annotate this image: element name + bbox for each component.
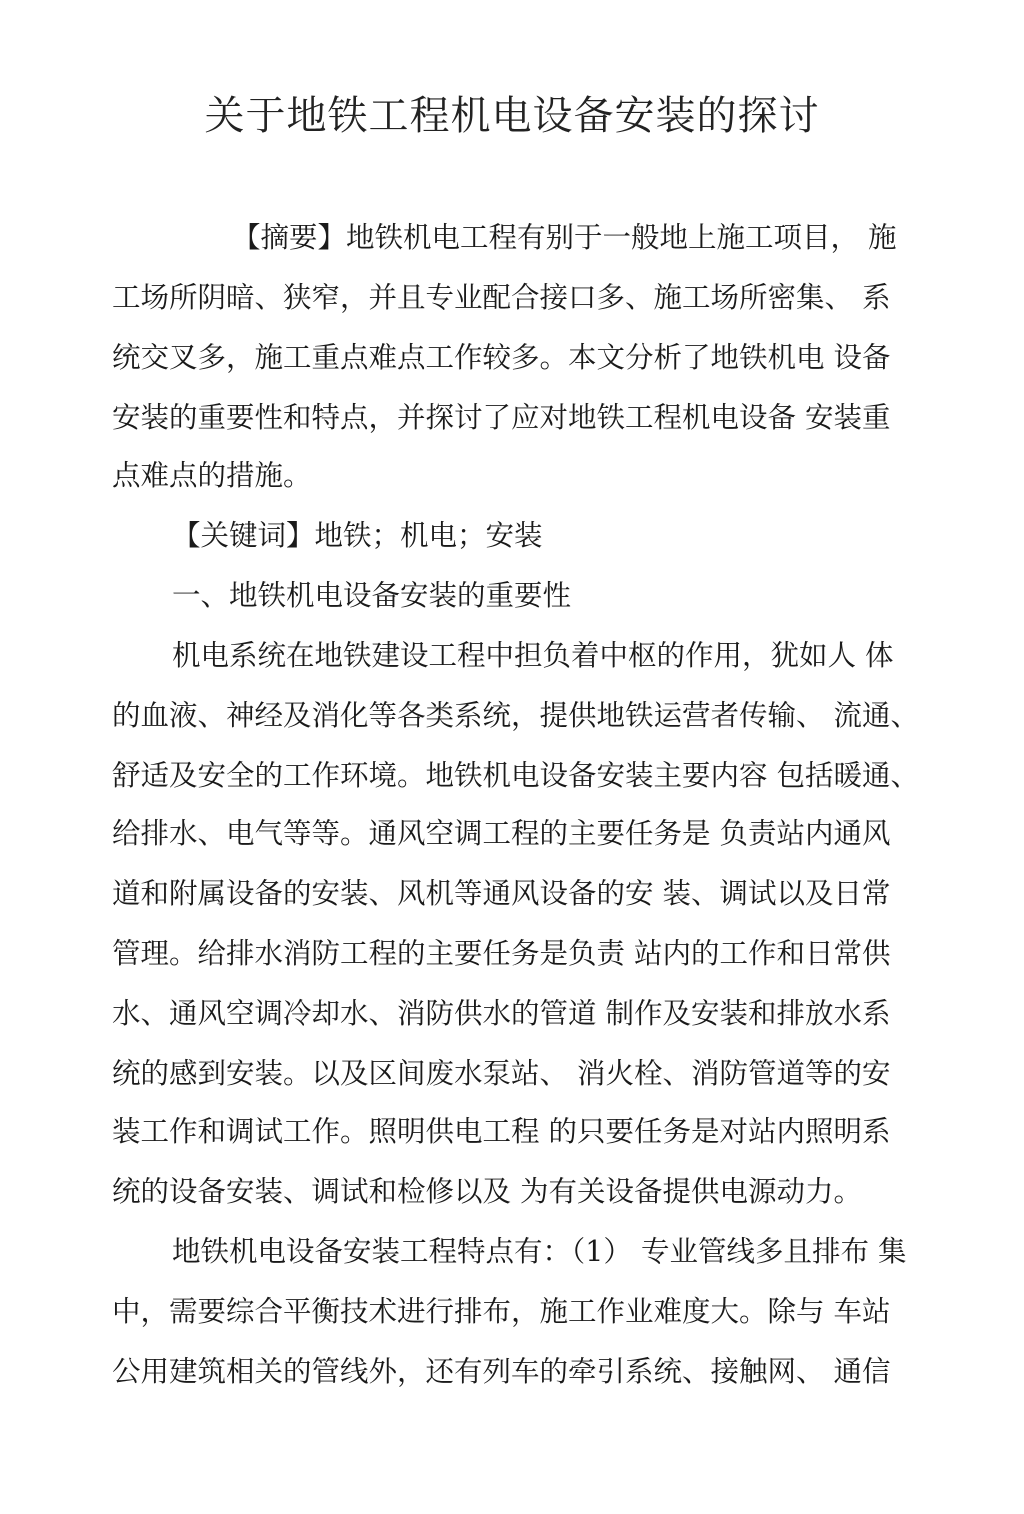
- body-line-6: 管理。给排水消防工程的主要任务是负责 站内的工作和日常供: [112, 937, 891, 970]
- body-line-9: 装工作和调试工作。照明供电工程 的只要任务是对站内照明系: [112, 1115, 891, 1148]
- section-heading-1: 一、地铁机电设备安装的重要性: [172, 579, 572, 612]
- abstract-line-2: 工场所阴暗、狭窄，并且专业配合接口多、施工场所密集、 系: [112, 281, 891, 314]
- body-line-1: 机电系统在地铁建设工程中担负着中枢的作用，犹如人 体: [172, 639, 894, 672]
- body-line-11: 地铁机电设备安装工程特点有：（1） 专业管线多且排布 集: [172, 1235, 907, 1268]
- keywords-line: 【关键词】地铁；机电；安装: [172, 519, 543, 552]
- body-line-13: 公用建筑相关的管线外，还有列车的牵引系统、接触网、 通信: [112, 1355, 891, 1388]
- body-line-4: 给排水、电气等等。通风空调工程的主要任务是 负责站内通风: [112, 817, 891, 850]
- abstract-line-4: 安装的重要性和特点，并探讨了应对地铁工程机电设备 安装重: [112, 401, 891, 434]
- body-line-3: 舒适及安全的工作环境。地铁机电设备安装主要内容 包括暖通、: [112, 759, 920, 792]
- body-line-12: 中，需要综合平衡技术进行排布，施工作业难度大。除与 车站: [112, 1295, 891, 1328]
- body-line-5: 道和附属设备的安装、风机等通风设备的安 装、调试以及日常: [112, 877, 891, 910]
- body-line-2: 的血液、神经及消化等各类系统，提供地铁运营者传输、 流通、: [112, 699, 920, 732]
- body-line-8: 统的感到安装。以及区间废水泵站、 消火栓、消防管道等的安: [112, 1057, 891, 1090]
- body-line-7: 水、通风空调冷却水、消防供水的管道 制作及安装和排放水系: [112, 997, 891, 1030]
- document-title: 关于地铁工程机电设备安装的探讨: [204, 93, 820, 139]
- abstract-line-1: 【摘要】地铁机电工程有别于一般地上施工项目， 施: [232, 221, 897, 254]
- body-line-10: 统的设备安装、调试和检修以及 为有关设备提供电源动力。: [112, 1175, 863, 1208]
- abstract-line-5: 点难点的措施。: [112, 459, 312, 492]
- abstract-line-3: 统交叉多，施工重点难点工作较多。本文分析了地铁机电 设备: [112, 341, 891, 374]
